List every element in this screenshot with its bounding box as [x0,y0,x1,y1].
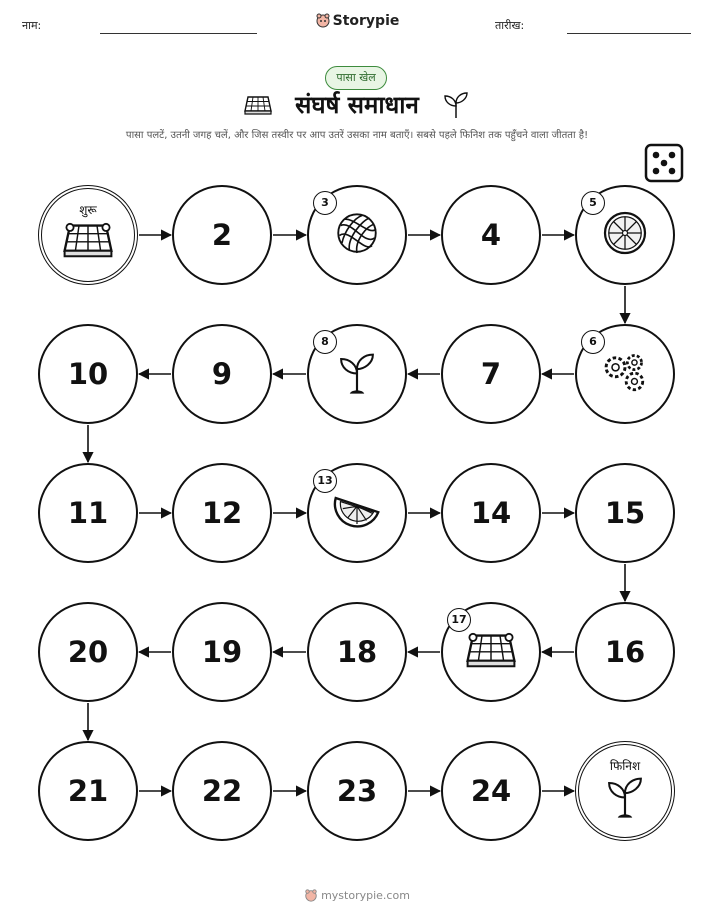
board-space-2 [172,185,272,285]
storypie-logo-icon [304,888,318,902]
start-space [38,185,138,285]
board-space-15 [575,463,675,563]
sprout-icon [335,346,379,402]
gears-icon [599,348,651,400]
space-number: 19 [201,635,243,669]
board-space-6 [575,324,675,424]
title-text: संघर्ष समाधान [295,91,419,119]
space-number: 15 [604,496,646,530]
space-number: 14 [470,496,512,530]
board-space-10 [38,324,138,424]
board-space-12 [172,463,272,563]
space-number: 16 [604,635,646,669]
start-label: शुरू [79,203,97,217]
yarn-ball-icon [332,208,382,262]
space-number: 21 [67,774,109,808]
board-space-4 [441,185,541,285]
space-number-badge: 5 [581,191,605,215]
space-number-badge: 13 [313,469,337,493]
board-space-19 [172,602,272,702]
space-number: 10 [67,357,109,391]
board-game-icon [61,218,115,266]
name-label: नाम: [22,19,42,32]
space-number: 22 [201,774,243,808]
board-space-13 [307,463,407,563]
game-type-badge: पासा खेल [325,66,387,90]
space-number-badge: 8 [313,330,337,354]
space-number: 18 [336,635,378,669]
space-number: 4 [480,218,502,252]
space-number-badge: 17 [447,608,471,632]
board-space-21 [38,741,138,841]
board-space-23 [307,741,407,841]
brand-name: Storypie [332,13,400,29]
space-number: 2 [211,218,233,252]
footer-url: mystorypie.com [321,889,410,902]
date-label: तारीख: [495,19,525,32]
footer [0,888,714,902]
board-space-22 [172,741,272,841]
board-game-icon [464,628,518,676]
orange-slice-icon [600,208,650,262]
space-number: 11 [67,496,109,530]
space-number: 20 [67,635,109,669]
board-space-20 [38,602,138,702]
lemon-wedge-icon [331,488,383,538]
board-space-14 [441,463,541,563]
instructions: पासा पलटें, उतनी जगह चलें, और जिस तस्वीर पर आप उतरें उसका नाम बताएँ। सबसे पहले फिनिश तक पहुँचने वाला जीतता है! [125,130,589,141]
space-number: 23 [336,774,378,808]
board-space-8 [307,324,407,424]
finish-label: फिनिश [609,759,641,773]
board-space-3 [307,185,407,285]
space-number-badge: 3 [313,191,337,215]
space-number: 7 [480,357,502,391]
board-space-16 [575,602,675,702]
space-number-badge: 6 [581,330,605,354]
board-space-24 [441,741,541,841]
space-number: 12 [201,496,243,530]
board-space-11 [38,463,138,563]
space-number: 9 [211,357,233,391]
board-space-17 [441,602,541,702]
board-space-5 [575,185,675,285]
sprout-icon [603,770,647,826]
finish-space [575,741,675,841]
board-space-7 [441,324,541,424]
space-number: 24 [470,774,512,808]
board-space-18 [307,602,407,702]
board-space-9 [172,324,272,424]
